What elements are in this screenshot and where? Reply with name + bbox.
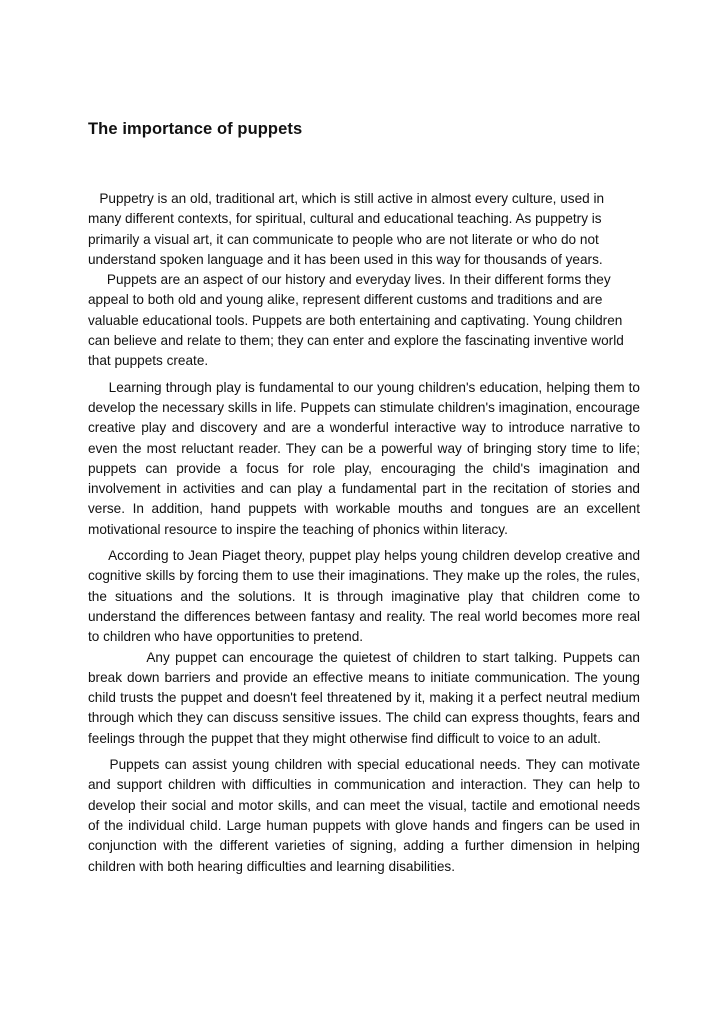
paragraph-encourage-talking <box>88 648 640 749</box>
paragraph-text: Learning through play is fundamental to our young children's education, helping them to develop the necessary skills in life. Puppets can stimulate children's imagination, encourage creative play and discovery and are a wonderful interactive way to introduce narrative to even the most reluctant reader. They can be a powerful way of bringing story time to life; puppets can provide a focus for role play, encouraging the child's imagination and involvement in activities and can play a fundamental part in the recitation of stories and verse. In addition, hand puppets with workable mouths and tongues are an excellent motivational resource to inspire the teaching of phonics within literacy. <box>88 379 640 537</box>
document-body <box>88 189 640 877</box>
paragraph-aspect-of-history <box>88 270 640 371</box>
paragraph-indent <box>88 757 110 772</box>
paragraph-special-needs <box>88 755 640 877</box>
paragraph-indent <box>88 272 107 287</box>
paragraph-puppetry-history <box>88 189 640 270</box>
paragraph-piaget-theory <box>88 546 640 647</box>
paragraph-indent <box>88 191 99 206</box>
paragraph-indent <box>88 380 109 395</box>
paragraph-text: Puppetry is an old, traditional art, which is still active in almost every culture, used in many different contexts, for spiritual, cultural and educational teaching. As puppetry is primarily a visual art, it can communicate to people who are not literate or who do not understand spoken language and it has been used in this way for thousands of years. <box>88 191 605 267</box>
paragraph-text: Puppets can assist young children with special educational needs. They can motivate and support children with difficulties in communication and interaction. They can help to develop their social and motor skills, and can meet the visual, tactile and emotional needs of the individual child. Large human puppets with glove hands and fingers can be used in conjunction with the different varieties of signing, adding a further dimension in helping children with both hearing difficulties and learning disabilities. <box>88 757 641 874</box>
paragraph-indent <box>88 650 146 665</box>
paragraph-text: According to Jean Piaget theory, puppet play helps young children develop creative and cognitive skills by forcing them to use their imaginations. They make up the roles, the rules, the situations and the solutions. It is through imaginative play that children come to understand the differences between fantasy and reality. The real world becomes more real to children who have opportunities to pretend. <box>88 548 640 645</box>
paragraph-text: Puppets are an aspect of our history and everyday lives. In their different forms they appeal to both old and young alike, represent different customs and traditions and are valuable educational tools. Puppets are both entertaining and captivating. Young children can believe and relate to them; they can enter and explore the fascinating inventive world that puppets create. <box>88 272 624 369</box>
document-title: The importance of puppets <box>88 120 303 138</box>
paragraph-text: Any puppet can encourage the quietest of children to start talking. Puppets can break down barriers and provide an effective means to initiate communication. The young child trusts the puppet and doesn't feel threatened by it, making it a perfect neutral medium through which they can discuss sensitive issues. The child can express thoughts, fears and feelings through the puppet that they might otherwise find difficult to voice to an adult. <box>88 649 640 746</box>
paragraph-learning-through-play <box>88 378 640 540</box>
paragraph-indent <box>88 548 108 563</box>
